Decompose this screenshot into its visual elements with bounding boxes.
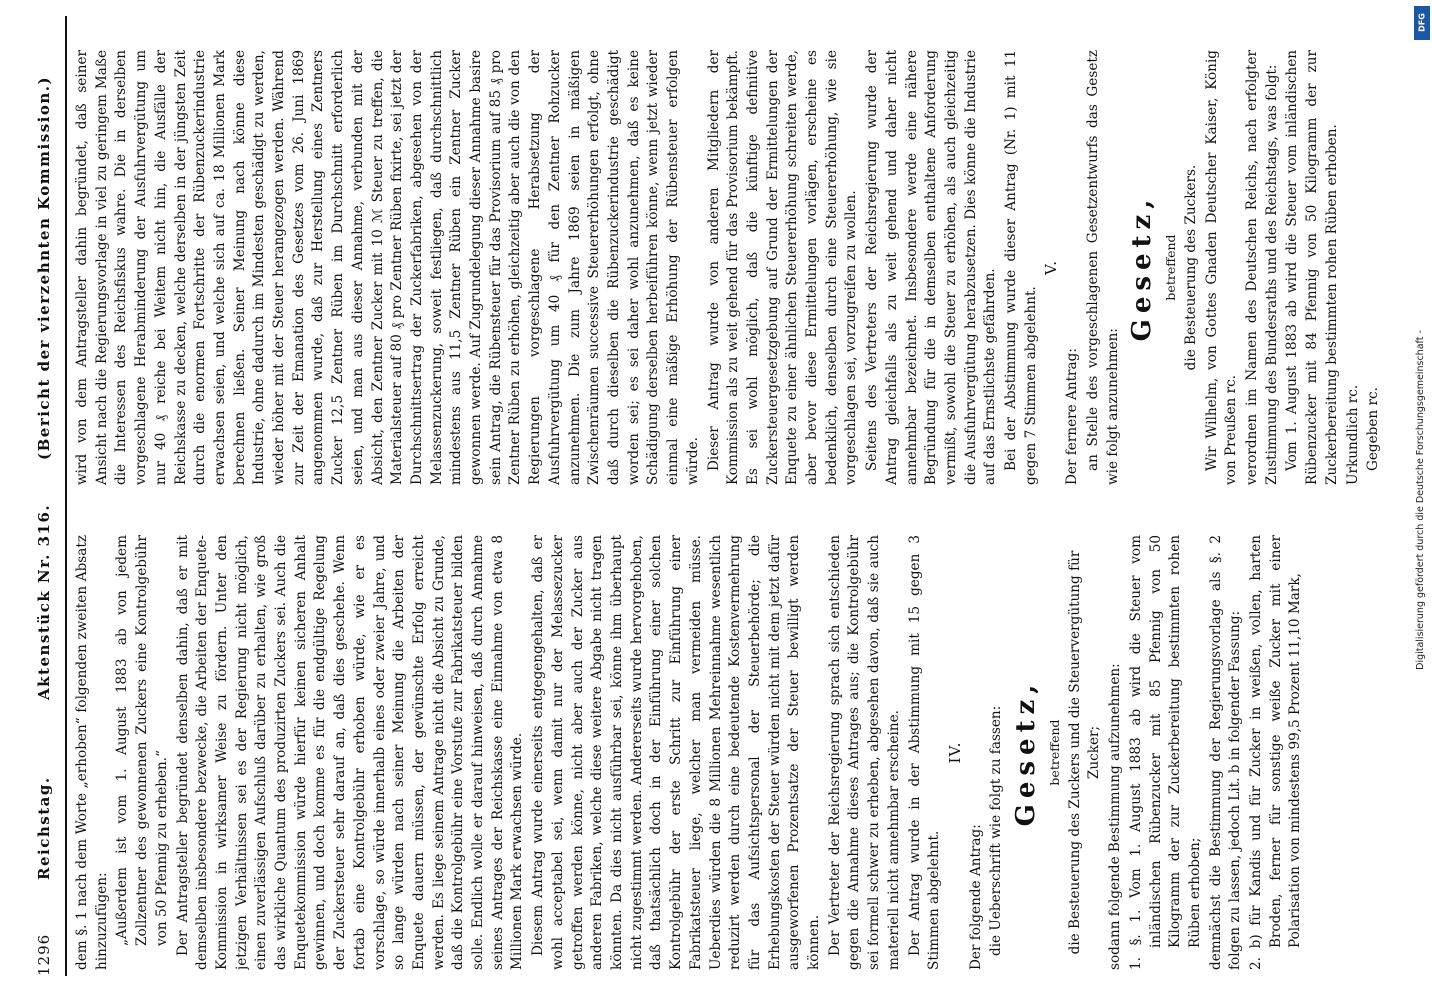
document-label: Aktenstück Nr. 316. <box>35 503 53 700</box>
paragraph: Der folgende Antrag: <box>967 824 984 970</box>
paragraph: Vom 1. August 1883 ab wird die Steuer vom inländischen Rübenzucker mit 84 Pfennig von 50 Kilogramm der zur Zuckerbereitung bestimmten rohen Rüben erhoben. <box>1284 50 1340 485</box>
paragraph: verordnen im Namen des Deutschen Reichs, nach erfolgter Zustimmung des Bundesraths und des Reichstags, was folgt: <box>1244 50 1280 485</box>
section-heading: V. <box>1042 260 1061 275</box>
paragraph: die Ueberschrift wie folgt zu fassen: <box>988 705 1005 956</box>
dfg-logo-text: DFG <box>1417 13 1427 32</box>
betreffend-label: betreffend <box>1163 234 1179 301</box>
paragraph: Gegeben rc. <box>1365 387 1382 471</box>
enumerated-item: 1. §. 1. Vom 1. August 1883 ab wird die Steuer vom inländischen Rübenzucker mit 85 Pfennig von 50 Kilogramm der zur Zuckerbereitung bestimmten rohen Rüben erhoben; <box>1127 535 1203 970</box>
paragraph: Dieser Antrag wurde von anderen Mitgliedern der Kommission als zu weit gehend für das Provisorium bekämpft. Es sei wohl möglich, daß die künftige definitive Zuckersteuergesetzgebung auf Grund der Ermittelungen der Enquete zu einer ähnlichen Steuererhöhung schreiten werde, aber bevor diese Ermittelungen vorlägen, erscheine es bedenklich, denselben durch eine Steuererhöhung, wie sie vorgeschlagen sei, vorzugreifen zu wollen. <box>705 50 860 485</box>
law-title: die Besteuerung des Zuckers. <box>1182 164 1199 371</box>
header-left-label: Reichstag. <box>35 776 53 880</box>
right-column <box>73 50 1393 485</box>
paragraph: Der Vertreter der Reichsregierung sprach sich entschieden gegen die Annahme dieses Antrages aus; die Kontrolgebühr sei formell schwer zu erheben, abgesehen davon, daß sie auch materiell nicht annehmbar erscheine. <box>826 535 902 970</box>
paragraph: Urkundlich rc. <box>1344 384 1361 485</box>
paragraph: Der Antrag wurde in der Abstimmung mit 15 gegen 3 Stimmen abgelehnt. <box>906 535 943 970</box>
paragraph: Seitens des Vertreters der Reichsregierung wurde der Antrag gleichfalls als zu weit gehend und daher nicht annehmbar bezeichnet. Insbesondere werde eine nähere Begründung für die in demselben enthaltene Anforderung vermißt, sowohl die Steuer zu erhöhen, als auch gleichzeitig die Ausfuhrvergütung herabzusetzen. Dies könne die Industrie auf das Ernstlichste gefährden. <box>864 50 999 485</box>
gesetz-heading: Gesetz, <box>1127 193 1158 342</box>
paragraph: sodann folgende Bestimmung aufzunehmen: <box>1107 663 1124 970</box>
paragraph: wird von dem Antragsteller dahin begründet, daß seiner Ansicht nach die Regierungsvorlage in viel zu geringem Maße die Interessen des Reichsfiskus wahre. Die in derselben vorgeschlagene Herabminderung der Ausfuhrvergütung um nur 40 ₰ reiche bei Weitem nicht hin, die Ausfälle der Reichskasse zu decken, welche derselben in der jüngsten Zeit durch die enormen Fortschritte der Rübenzuckerindustrie erwachsen seien, und welche sich auf ca. 18 Millionen Mark berechnen ließen. Seiner Meinung nach könne diese Industrie, ohne dadurch im Mindesten geschädigt zu werden, wieder höher mit der Steuer herangezogen werden. Während zur Zeit der Emanation des Gesetzes vom 26. Juni 1869 angenommen wurde, daß zur Herstellung eines Zentners Zucker 12,5 Zentner Rüben im Durchschnitt erforderlich seien, und man aus dieser Annahme, verbunden mit der Absicht, den Zentner Zucker mit 10 ℳ Steuer zu treffen, die Materialsteuer auf 80 ₰ pro Zentner Rüben fixirte, sei jetzt der Durchschnittsertrag der Zuckerfabriken, abgesehen von der Melassenzuckerung, soweit festliegen, daß durchschnittlich mindestens aus 11,5 Zentner Rüben ein Zentner Zucker gewonnen werde. Auf Zugrundelegung dieser Annahme basire sein Antrag, die Rübensteuer für das Provisorium auf 85 ₰ pro Zentner Rüben zu erhöhen, gleichzeitig aber auch die von den Regierungen vorgeschlagene Herabsetzung der Ausfuhrvergütung um 40 ₰ für den Zentner Rohzucker anzunehmen. Die zum Jahre 1869 seien in mäßigen Zwischenräumen successive Steuererhöhungen erfolgt, ohne daß durch dieselben die Rübenzuckerindustrie geschädigt worden sei; es sei daher wohl anzunehmen, daß es keine Schädigung derselben herbeiführen könne, wenn jetzt wieder einmal eine mäßige Erhöhung der Rübensteuer erfolgen würde. <box>74 50 701 485</box>
left-column <box>73 535 1393 970</box>
paragraph: dem §. 1 nach dem Worte „erhoben“ folgenden zweiten Absatz hinzuzufügen: <box>74 535 110 970</box>
rotated-page <box>21 0 1411 1000</box>
section-heading: IV. <box>945 741 964 764</box>
enumerated-item: 2. b) für Kandis und für Zucker in weißen, vollen, harten Broden, ferner für sonstige weiße Zucker mit einer Polarisation von mindestens 99,5 Prozent 11,10 Mark, <box>1248 535 1304 970</box>
betreffend-label: betreffend <box>1047 719 1063 786</box>
paragraph: Bei der Abstimmung wurde dieser Antrag (Nr. 1) mit 11 gegen 7 Stimmen abgelehnt. <box>1003 50 1039 485</box>
law-title: die Besteuerung des Zuckers und die Steuervergütung für Zucker; <box>1066 550 1103 955</box>
paragraph: Wir Wilhelm, von Gottes Gnaden Deutscher Kaiser, König von Preußen rc. <box>1203 50 1240 485</box>
dfg-logo <box>1414 6 1430 40</box>
page-number: 1296 <box>35 933 53 976</box>
paragraph: an Stelle des vorgeschlagenen Gesetzentwurfs das Gesetz wie folgt anzunehmen: <box>1084 50 1121 485</box>
quote: „Außerdem ist vom 1. August 1883 ab von jedem Zollzentner des gewonnenen Zuckers eine Kontrolgebühr von 50 Pfennig zu erheben.“ <box>114 535 170 946</box>
paragraph: Der fernere Antrag: <box>1064 348 1081 485</box>
header-rule <box>65 16 67 976</box>
paragraph: Diesem Antrag wurde einerseits entgegengehalten, daß er wohl acceptabel sei, wenn damit nur der Melassezucker getroffen werden könne, nicht aber auch der Zucker aus anderen Fabriken, welche diese weitere Abgabe nicht tragen könnten. Da dies nicht ausführbar sei, könne ihm überhaupt nicht zugestimmt werden. Andererseits wurde hervorgehoben, daß thatsächlich doch in der Einführung einer solchen Kontrolgebühr der erste Schritt zur Einführung einer Fabrikatsteuer liege, welcher man vermeiden müsse. Ueberdies würden die 8 Millionen Mehreinnahme wesentlich reduzirt werden durch eine bedeutende Kostenvermehrung für das Aufsichtspersonal der Steuerbehörde; die Erhebungskosten der Steuer würden nicht mit dem jetzt dafür ausgeworfenen Prozentsatze der Steuer bewilligt werden können. <box>530 535 823 970</box>
header-right-label: (Bericht der vierzehnten Kommission.) <box>35 75 53 460</box>
page-header <box>35 0 63 1000</box>
paragraph: Der Antragsteller begründet denselben dahin, daß er mit demselben insbesondere bezwecke, die Arbeiten der Enquete-Kommission in wirksamer Weise zu fördern. Unter den jetzigen Verhältnissen sei es der Regierung nicht möglich, einen zuverlässigen Aufschluß darüber zu erhalten, wie groß das wirkliche Quantum des produzirten Zuckers sei. Auch die Enquetekommission würde hierfür keinen sicheren Anhalt gewinnen, und doch komme es für die endgültige Regelung der Zuckersteuer sehr darauf an, daß dies geschehe. Wenn fortab eine Kontrolgebühr erhoben würde, wie er es vorschlage, so würde innerhalb eines oder zweier Jahre, und so lange würden nach seiner Meinung die Arbeiten der Enquete dauern müssen, der gewünschte Erfolg erreicht werden. Es liege seinem Antrage nicht die Absicht zu Grunde, daß die Kontrolgebühr eine Vorstufe zur Fabrikatsteuer bilden solle. Endlich wolle er darauf hinweisen, daß durch Annahme seines Antrages der Reichskasse eine Einnahme von etwa 8 Millionen Mark erwachsen würde. <box>174 535 526 970</box>
gesetz-heading: Gesetz, <box>1011 678 1042 827</box>
dfg-caption: Digitalisierung gefördert durch die Deutsche Forschungsgemeinschaft - <box>1415 330 1426 670</box>
paragraph: demnächst die Bestimmung der Regierungsvorlage als §. 2 folgen zu lassen, jedoch Lit. b in folgender Fassung: <box>1207 535 1244 970</box>
